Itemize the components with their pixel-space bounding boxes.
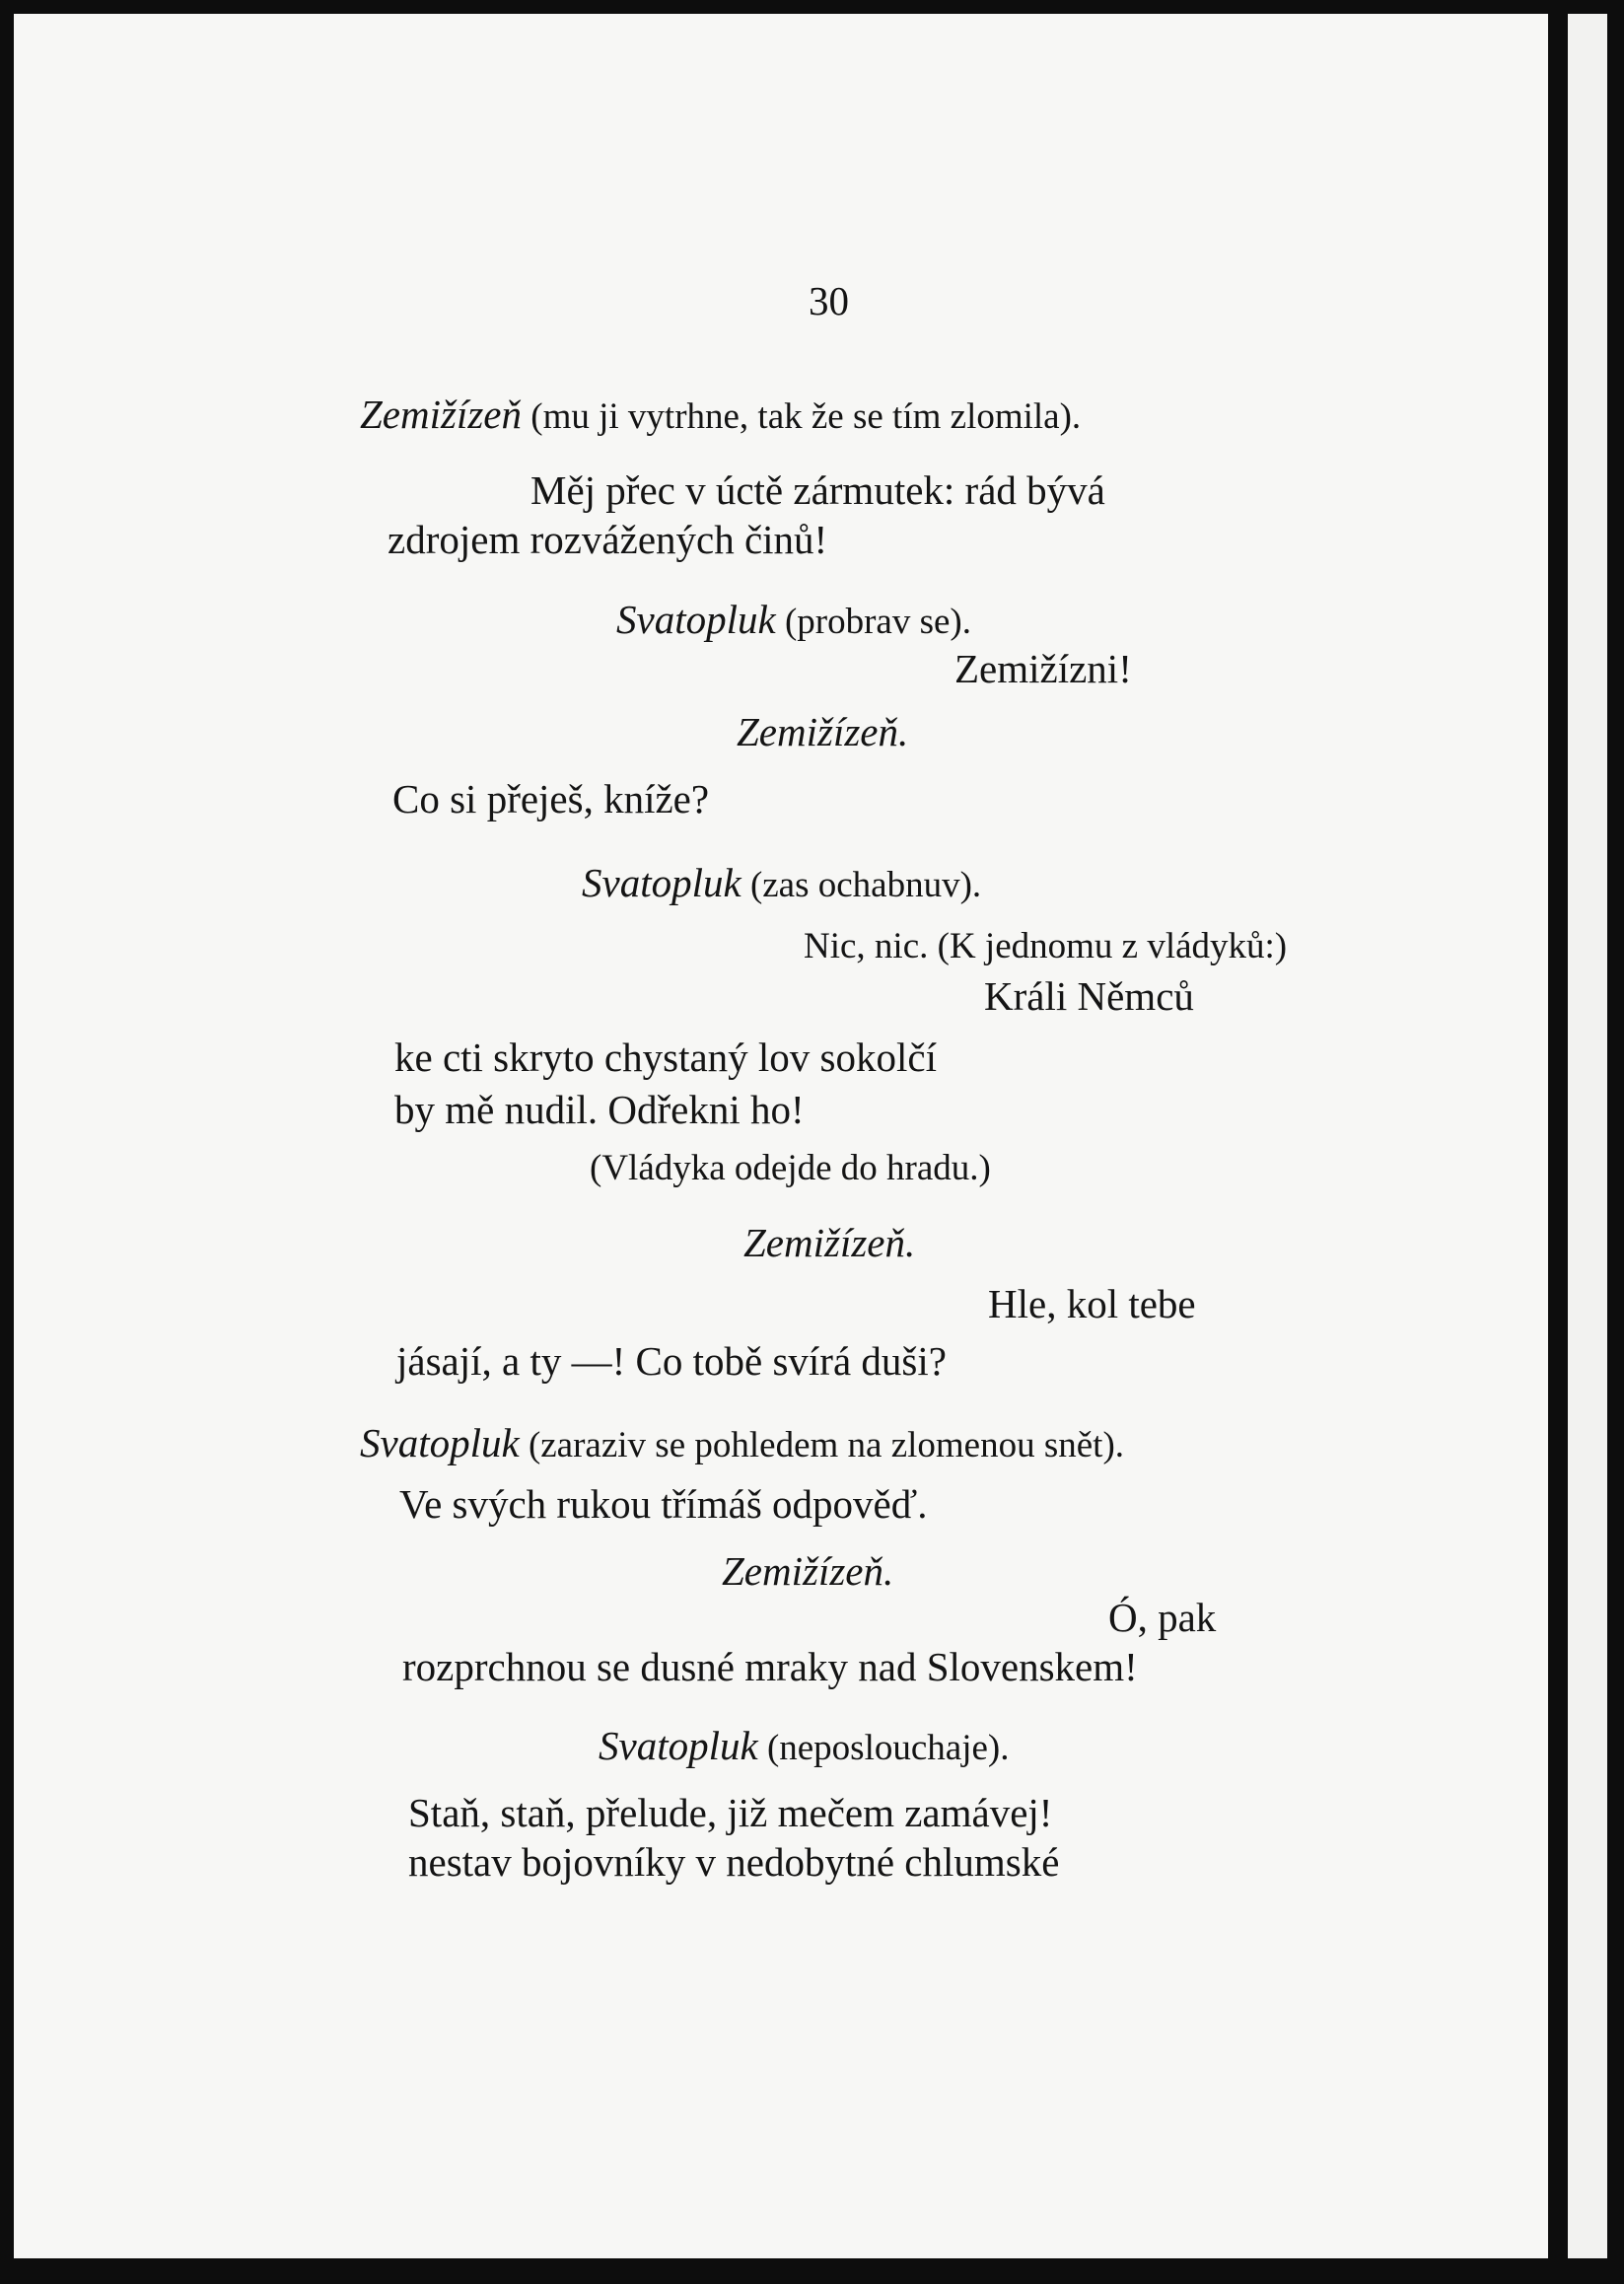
stage-direction: (zas ochabnuv). (741, 865, 982, 905)
stage-line (360, 1418, 1124, 1470)
verse-line: nestav bojovníky v nedobytné chlumské (408, 1839, 1060, 1885)
speaker-name: Zemižízeň. (743, 1220, 916, 1265)
stage-line (743, 1218, 915, 1267)
stage-direction: (zaraziv se pohledem na zlomenou snět). (519, 1425, 1125, 1465)
stage-line (360, 390, 1081, 442)
book-page (14, 14, 1548, 2258)
verse-line: Nic, nic. (K jednomu z vládyků:) (804, 926, 1288, 966)
stage-line (599, 1721, 1009, 1773)
verse-line: Staň, staň, přelude, již mečem zamávej! (408, 1790, 1053, 1835)
verse-line: Ó, pak (1108, 1595, 1217, 1640)
speaker-name: Svatopluk (616, 597, 776, 642)
stage-line (616, 595, 971, 647)
verse-line: Měj přec v úctě zármutek: rád bývá (530, 467, 1105, 513)
speaker-name: Zemižízeň (360, 392, 522, 437)
facing-page-edge (1568, 14, 1607, 2258)
verse-line: jásají, a ty —! Co tobě svírá duši? (396, 1338, 947, 1384)
stage-line (722, 1546, 893, 1596)
speaker-name: Svatopluk (582, 860, 741, 905)
stage-direction: (probrav se). (775, 602, 971, 642)
verse-line: Ve svých rukou třímáš odpověď. (399, 1481, 928, 1527)
stage-direction: (mu ji vytrhne, tak že se tím zlomila). (522, 396, 1082, 437)
stage-direction: (Vládyka odejde do hradu.) (590, 1148, 991, 1188)
stage-line (737, 707, 908, 756)
speaker-name: Svatopluk (360, 1420, 520, 1465)
verse-line: by mě nudil. Odřekni ho! (394, 1087, 805, 1132)
verse-line: Co si přeješ, kníže? (392, 776, 710, 821)
speaker-name: Zemižízeň. (722, 1548, 894, 1594)
stage-line (582, 858, 981, 910)
page-number: 30 (809, 278, 849, 323)
verse-line: zdrojem rozvážených činů! (388, 517, 828, 562)
verse-line: Králi Němců (984, 973, 1194, 1019)
speaker-name: Svatopluk (599, 1723, 758, 1768)
speaker-name: Zemižízeň. (737, 709, 909, 754)
verse-line: rozprchnou se dusné mraky nad Slovenskem! (402, 1644, 1138, 1689)
verse-line: Zemižízni! (954, 646, 1132, 691)
verse-line: Hle, kol tebe (988, 1281, 1196, 1326)
stage-direction: (neposlouchaje). (757, 1728, 1010, 1768)
verse-line: ke cti skryto chystaný lov sokolčí (394, 1035, 937, 1080)
